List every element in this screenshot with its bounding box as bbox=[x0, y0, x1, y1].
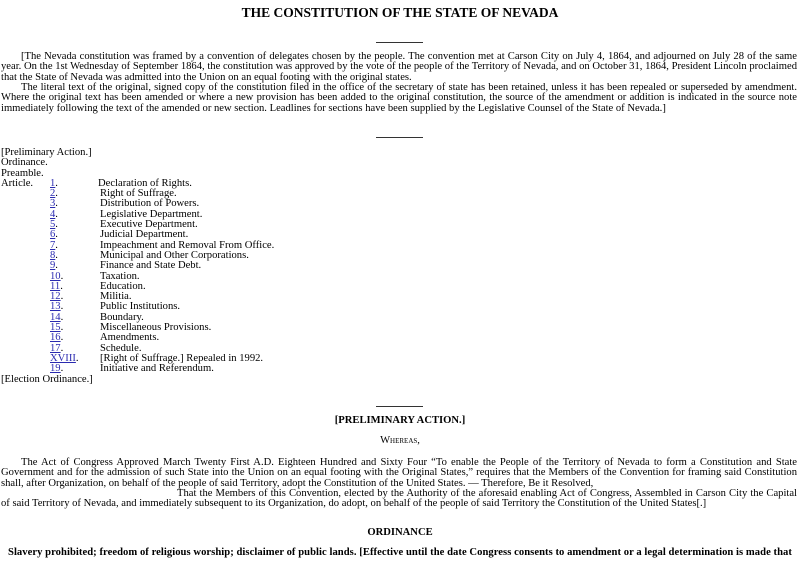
toc-article-row: 7. Impeachment and Removal From Office. bbox=[50, 239, 275, 251]
article-link[interactable]: 4 bbox=[50, 208, 56, 220]
toc-election-ordinance: [Election Ordinance.] bbox=[1, 373, 93, 385]
article-title: Impeachment and Removal From Office. bbox=[100, 239, 275, 251]
toc-article-row: 17. Schedule. bbox=[50, 342, 142, 354]
article-title: Municipal and Other Corporations. bbox=[100, 249, 249, 261]
toc-ordinance: Ordinance. bbox=[1, 157, 48, 169]
article-link[interactable]: 6 bbox=[50, 229, 56, 241]
article-link[interactable]: XVIII bbox=[50, 352, 76, 364]
divider bbox=[376, 406, 423, 407]
toc-article-row: 8. Municipal and Other Corporations. bbox=[50, 249, 249, 261]
toc-article-row: 13. Public Institutions. bbox=[50, 301, 181, 313]
toc-article-row: 5. Executive Department. bbox=[50, 219, 198, 231]
article-title: Declaration of Rights. bbox=[98, 177, 192, 189]
toc-article-row: 9. Finance and State Debt. bbox=[50, 260, 202, 272]
article-link[interactable]: 16 bbox=[50, 332, 61, 344]
article-title: Miscellaneous Provisions. bbox=[100, 322, 212, 334]
toc-article-row: 16. Amendments. bbox=[50, 332, 160, 344]
whereas-label: Whereas, bbox=[380, 435, 420, 446]
preliminary-action-heading: [PRELIMINARY ACTION.] bbox=[334, 415, 466, 426]
article-link[interactable]: 5 bbox=[50, 219, 56, 231]
article-link[interactable]: 7 bbox=[50, 239, 56, 251]
article-title: Legislative Department. bbox=[100, 208, 203, 220]
article-title: Right of Suffrage. bbox=[100, 188, 177, 200]
toc-article-row: Article. 1. Declaration of Rights. bbox=[1, 177, 192, 189]
article-link[interactable]: 13 bbox=[50, 301, 61, 313]
article-title: [Right of Suffrage.] Repealed in 1992. bbox=[100, 352, 264, 364]
toc-article-row: 11. Education. bbox=[50, 280, 146, 292]
article-link[interactable]: 1 bbox=[50, 177, 56, 189]
preliminary-action-paragraph: The Act of Congress Approved March Twenty First A.D. Eighteen Hundred and Sixty Four “To enable the People of the Territory of Nevada to form a Constitution and State Government and for the admission of such State into the Union on an equal footing with the Original States,” requires that the Members of the Convention for framing said Constitution shall, after Organization, on behalf of the people of said Territory, adopt the Constitution of the United States. — Therefore, Be it Resolved, bbox=[1, 457, 797, 489]
article-link[interactable]: 11 bbox=[50, 280, 61, 292]
toc-preamble: Preamble. bbox=[1, 167, 44, 179]
toc-article-row: XVIII. [Right of Suffrage.] Repealed in 1992. bbox=[50, 352, 264, 364]
resolution-paragraph: That the Members of this Convention, elected by the Authority of the aforesaid enabling Act of Congress, Assembled in Carson City the Capital of said Territory of Nevada, and immediately subsequent to its Organization, do adopt, on behalf of the people of said Territory the Constitution of the United States[.] bbox=[1, 488, 797, 510]
ordinance-leadline: Slavery prohibited; freedom of religious worship; disclaimer of public lands. [Effective until the date Congress consents to amendment or a legal determination is made that bbox=[8, 547, 792, 558]
article-link[interactable]: 3 bbox=[50, 198, 56, 210]
article-link[interactable]: 8 bbox=[50, 249, 56, 261]
article-link[interactable]: 12 bbox=[50, 291, 61, 303]
article-title: Education. bbox=[100, 280, 146, 292]
toc-article-row: 19. Initiative and Referendum. bbox=[50, 363, 214, 375]
divider bbox=[376, 42, 423, 43]
toc-article-row: 14. Boundary. bbox=[50, 311, 144, 323]
article-title: Initiative and Referendum. bbox=[100, 363, 214, 375]
article-title: Amendments. bbox=[100, 332, 160, 344]
article-title: Executive Department. bbox=[100, 219, 198, 231]
ordinance-heading: ORDINANCE bbox=[367, 527, 433, 538]
toc-article-row: 2. Right of Suffrage. bbox=[50, 188, 177, 200]
article-link[interactable]: 10 bbox=[50, 270, 61, 282]
toc-article-row: 4. Legislative Department. bbox=[50, 208, 203, 220]
toc-article-row: 10. Taxation. bbox=[50, 270, 140, 282]
intro-paragraph-2: The literal text of the original, signed copy of the constitution filed in the office of the secretary of state has been retained, unless it has been repealed or superseded by amendment. Where the original text has been amended or where a new provision has been added to the original constitution, the source of the amendment or addition is indicated in the source note immediately following the text of the amended or new section. Leadlines for sections have been supplied by the Legislative Counsel of the State of Nevada.] bbox=[1, 82, 797, 114]
article-link[interactable]: 14 bbox=[50, 311, 61, 323]
toc-article-row: 6. Judicial Department. bbox=[50, 229, 189, 241]
page-title: THE CONSTITUTION OF THE STATE OF NEVADA bbox=[241, 5, 559, 20]
article-title: Judicial Department. bbox=[100, 229, 189, 241]
article-title: Boundary. bbox=[100, 311, 144, 323]
article-title: Militia. bbox=[100, 291, 132, 303]
toc-preliminary-action: [Preliminary Action.] bbox=[1, 147, 92, 158]
table-of-contents bbox=[1, 148, 401, 385]
article-title: Public Institutions. bbox=[100, 301, 181, 313]
toc-article-row: 3. Distribution of Powers. bbox=[50, 198, 200, 210]
divider bbox=[376, 137, 423, 138]
article-link[interactable]: 19 bbox=[50, 363, 61, 375]
article-title: Taxation. bbox=[100, 270, 140, 282]
toc-article-row: 12. Militia. bbox=[50, 291, 132, 303]
article-label: Article. bbox=[1, 177, 34, 189]
toc-article-row: 15. Miscellaneous Provisions. bbox=[50, 322, 212, 334]
article-link[interactable]: 15 bbox=[50, 322, 61, 334]
article-title: Schedule. bbox=[100, 342, 142, 354]
intro-paragraph-1: [The Nevada constitution was framed by a convention of delegates chosen by the people. The convention met at Carson City on July 4, 1864, and adjourned on July 28 of the same year. On the 1st Wednesday of September 1864, the constitution was approved by the vote of the people of the Territory of Nevada, and on October 31, 1864, President Lincoln proclaimed that the State of Nevada was admitted into the Union on an equal footing with the original states. bbox=[1, 51, 797, 83]
toc-articles bbox=[1, 179, 401, 375]
article-link[interactable]: 2 bbox=[50, 188, 56, 200]
article-title: Distribution of Powers. bbox=[100, 198, 200, 210]
article-link[interactable]: 9 bbox=[50, 260, 56, 272]
article-link[interactable]: 17 bbox=[50, 342, 61, 354]
article-title: Finance and State Debt. bbox=[100, 260, 202, 272]
